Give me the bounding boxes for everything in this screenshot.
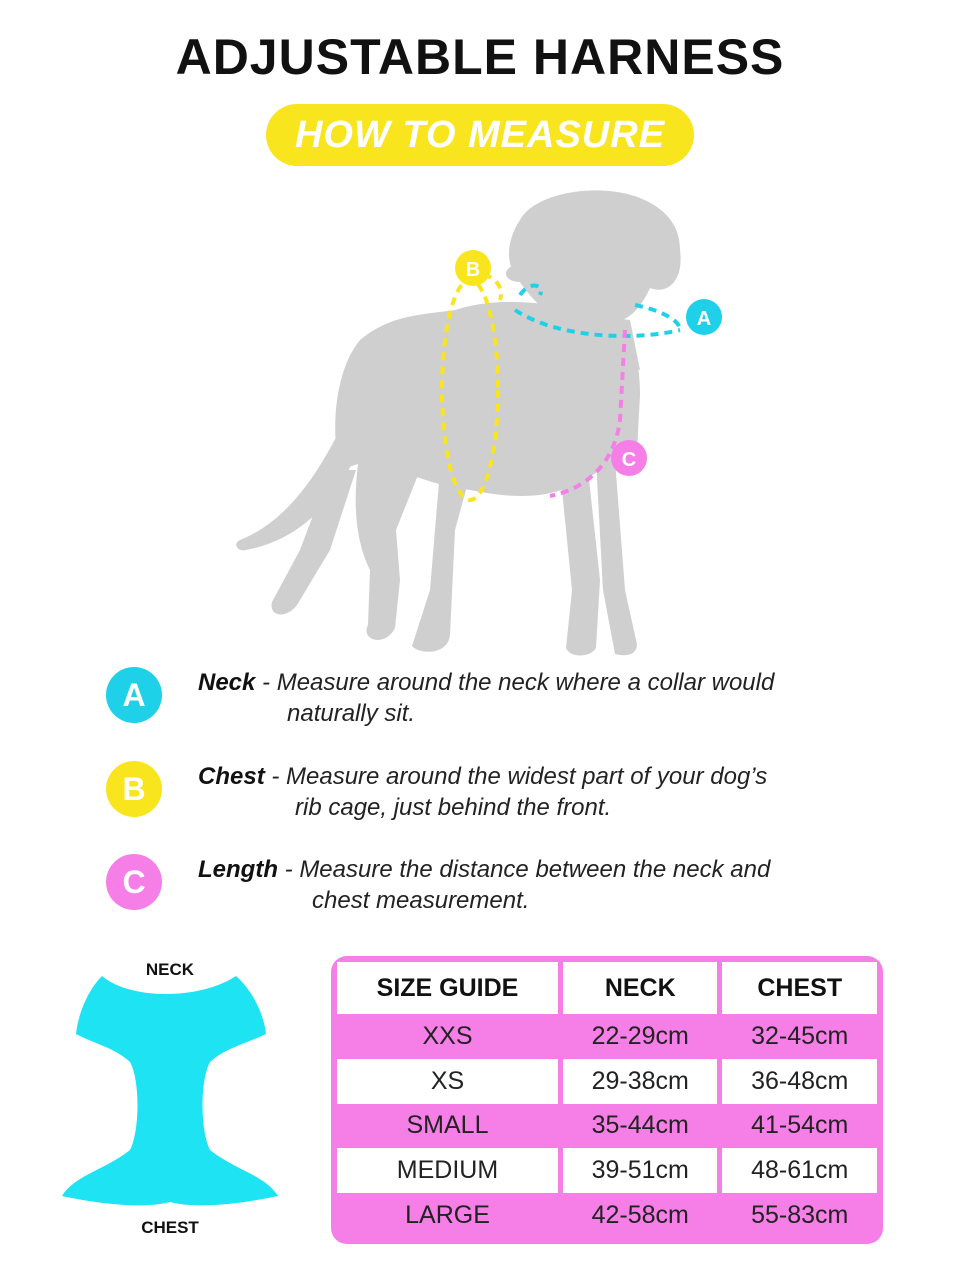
table-cell: 41-54cm — [717, 1104, 877, 1149]
size-guide-table — [331, 956, 883, 1244]
harness-chest-label: CHEST — [141, 1218, 199, 1237]
table-cell: 55-83cm — [717, 1193, 877, 1238]
table-cell: 36-48cm — [717, 1059, 877, 1104]
legend-line-2: chest measurement. — [312, 887, 530, 914]
table-header: CHEST — [717, 962, 877, 1014]
table-cell: 42-58cm — [558, 1193, 718, 1238]
table-cell: 48-61cm — [717, 1148, 877, 1193]
harness-diagram — [50, 950, 290, 1250]
banner-label: HOW TO MEASURE — [294, 113, 666, 156]
marker-b-label: B — [465, 259, 481, 281]
legend-line: - Measure the distance between the neck and — [277, 856, 771, 883]
legend-line: - Measure around the neck where a collar would — [255, 669, 775, 696]
legend-item-chest — [106, 761, 906, 851]
marker-a — [686, 299, 722, 335]
marker-b — [455, 250, 491, 286]
table-cell: LARGE — [337, 1193, 558, 1238]
table-cell: 22-29cm — [558, 1014, 718, 1059]
table-row — [337, 1193, 877, 1238]
table-header-row — [337, 962, 877, 1014]
legend-term: Length — [198, 856, 278, 883]
badge-c: C — [106, 854, 162, 910]
badge-b: B — [106, 761, 162, 817]
legend-line: - Measure around the widest part of your dog’s — [264, 763, 768, 790]
table-row — [337, 1104, 877, 1149]
legend-item-neck — [106, 667, 906, 757]
table-cell: MEDIUM — [337, 1148, 558, 1193]
table-row — [337, 1014, 877, 1059]
table-cell: XS — [337, 1059, 558, 1104]
table-cell: SMALL — [337, 1104, 558, 1149]
table-row — [337, 1059, 877, 1104]
table-cell: 39-51cm — [558, 1148, 718, 1193]
marker-a-label: A — [696, 308, 712, 330]
legend-text-chest — [198, 761, 898, 823]
page-title: ADJUSTABLE HARNESS — [175, 29, 785, 85]
how-to-measure-banner — [266, 104, 694, 166]
legend-line-2: naturally sit. — [287, 700, 416, 727]
legend-text-length — [198, 854, 898, 916]
legend-line-2: rib cage, just behind the front. — [295, 794, 612, 821]
marker-c — [611, 440, 647, 476]
table-cell: 35-44cm — [558, 1104, 718, 1149]
legend-term: Chest — [198, 763, 265, 790]
harness-shape-icon — [50, 970, 290, 1220]
badge-a: A — [106, 667, 162, 723]
dog-measurement-diagram — [0, 170, 960, 670]
marker-c-label: C — [621, 449, 637, 471]
table-cell: XXS — [337, 1014, 558, 1059]
legend-term: Neck — [198, 669, 256, 696]
table-cell: 29-38cm — [558, 1059, 718, 1104]
table-row — [337, 1148, 877, 1193]
table-header: SIZE GUIDE — [337, 962, 558, 1014]
legend-text-neck — [198, 667, 898, 729]
table-cell: 32-45cm — [717, 1014, 877, 1059]
legend-item-length — [106, 854, 906, 944]
harness-neck-label: NECK — [145, 960, 195, 979]
table-header: NECK — [558, 962, 718, 1014]
